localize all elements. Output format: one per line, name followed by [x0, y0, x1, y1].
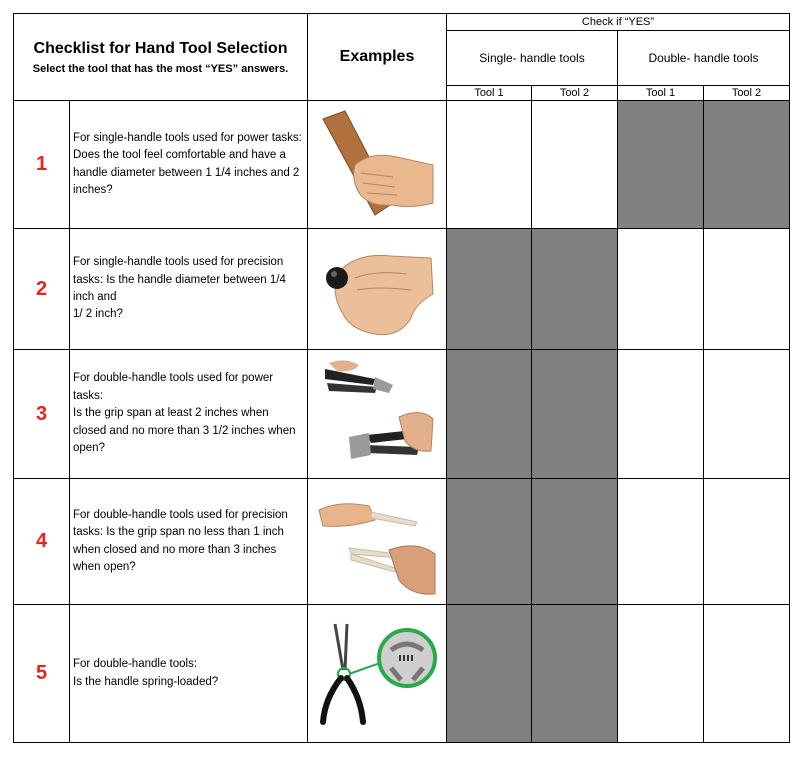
- checklist-title: Checklist for Hand Tool Selection: [33, 39, 288, 57]
- not-applicable-cell: [532, 350, 618, 479]
- fingers-holding-tweezers-icon: [315, 484, 439, 600]
- not-applicable-cell: [447, 479, 532, 605]
- not-applicable-cell: [447, 605, 532, 743]
- row-question: [70, 101, 308, 229]
- question-line: For single-handle tools used for power tasks:: [73, 131, 302, 144]
- row-question: [70, 350, 308, 479]
- fingers-holding-small-knob-icon: [315, 234, 439, 344]
- single-tool-2-header: Tool 2: [532, 86, 618, 101]
- tool-check-cell[interactable]: [704, 350, 790, 479]
- question-line: For single-handle tools used for precision tasks: Is the handle diameter between 1/4 inch and: [73, 256, 286, 303]
- question-line: For double-handle tools used for power tasks:: [73, 372, 274, 402]
- hand-gripping-wooden-handle-icon: [315, 107, 439, 223]
- checklist-row: [14, 101, 790, 229]
- hands-holding-pliers-icon: [315, 355, 439, 473]
- checklist-subtitle: Select the tool that has the most “YES” answers.: [32, 62, 289, 75]
- not-applicable-cell: [447, 229, 532, 350]
- question-line: For double-handle tools used for precision tasks: Is the grip span no less than 1 inch when closed and no more than 3 inches when open?: [73, 508, 288, 573]
- tool-check-cell[interactable]: [532, 101, 618, 229]
- row-number: 3: [14, 350, 70, 479]
- row-question: [70, 479, 308, 605]
- not-applicable-cell: [532, 605, 618, 743]
- row-question: [70, 229, 308, 350]
- tool-check-cell[interactable]: [447, 101, 532, 229]
- question-line: For double-handle tools:: [73, 658, 198, 671]
- example-image-cell: [308, 101, 447, 229]
- not-applicable-cell: [532, 479, 618, 605]
- example-image-cell: [308, 229, 447, 350]
- checklist-row: [14, 229, 790, 350]
- not-applicable-cell: [704, 101, 790, 229]
- spring-loaded-pliers-icon: [315, 618, 439, 730]
- question-line: Does the tool feel comfortable and have a handle diameter between 1 1/4 inches and 2 inches?: [73, 149, 300, 196]
- tool-check-cell[interactable]: [618, 605, 704, 743]
- single-tool-1-header: Tool 1: [447, 86, 532, 101]
- example-image-cell: [308, 479, 447, 605]
- double-tool-2-header: Tool 2: [704, 86, 790, 101]
- row-number: 5: [14, 605, 70, 743]
- tool-check-cell[interactable]: [618, 479, 704, 605]
- example-image-cell: [308, 350, 447, 479]
- checklist-row: [14, 479, 790, 605]
- question-line: 1/ 2 inch?: [73, 308, 123, 321]
- checklist-row: [14, 605, 790, 743]
- tool-check-cell[interactable]: [618, 229, 704, 350]
- double-tool-1-header: Tool 1: [618, 86, 704, 101]
- row-number: 2: [14, 229, 70, 350]
- question-line: Is the handle spring-loaded?: [73, 675, 219, 688]
- example-image-cell: [308, 605, 447, 743]
- not-applicable-cell: [532, 229, 618, 350]
- double-handle-group-header: Double- handle tools: [618, 31, 790, 86]
- row-number: 4: [14, 479, 70, 605]
- row-question: [70, 605, 308, 743]
- hand-tool-checklist-table: [13, 13, 790, 743]
- checklist-row: [14, 350, 790, 479]
- not-applicable-cell: [447, 350, 532, 479]
- tool-check-cell[interactable]: [704, 479, 790, 605]
- tool-check-cell[interactable]: [618, 350, 704, 479]
- row-number: 1: [14, 101, 70, 229]
- not-applicable-cell: [618, 101, 704, 229]
- single-handle-group-header: Single- handle tools: [447, 31, 618, 86]
- question-line: Is the grip span at least 2 inches when closed and no more than 3 1/2 inches when open?: [73, 407, 296, 455]
- title-cell: [14, 14, 308, 101]
- examples-header: Examples: [308, 14, 447, 101]
- tool-check-cell[interactable]: [704, 605, 790, 743]
- check-if-yes-header: Check if “YES”: [447, 14, 790, 31]
- tool-check-cell[interactable]: [704, 229, 790, 350]
